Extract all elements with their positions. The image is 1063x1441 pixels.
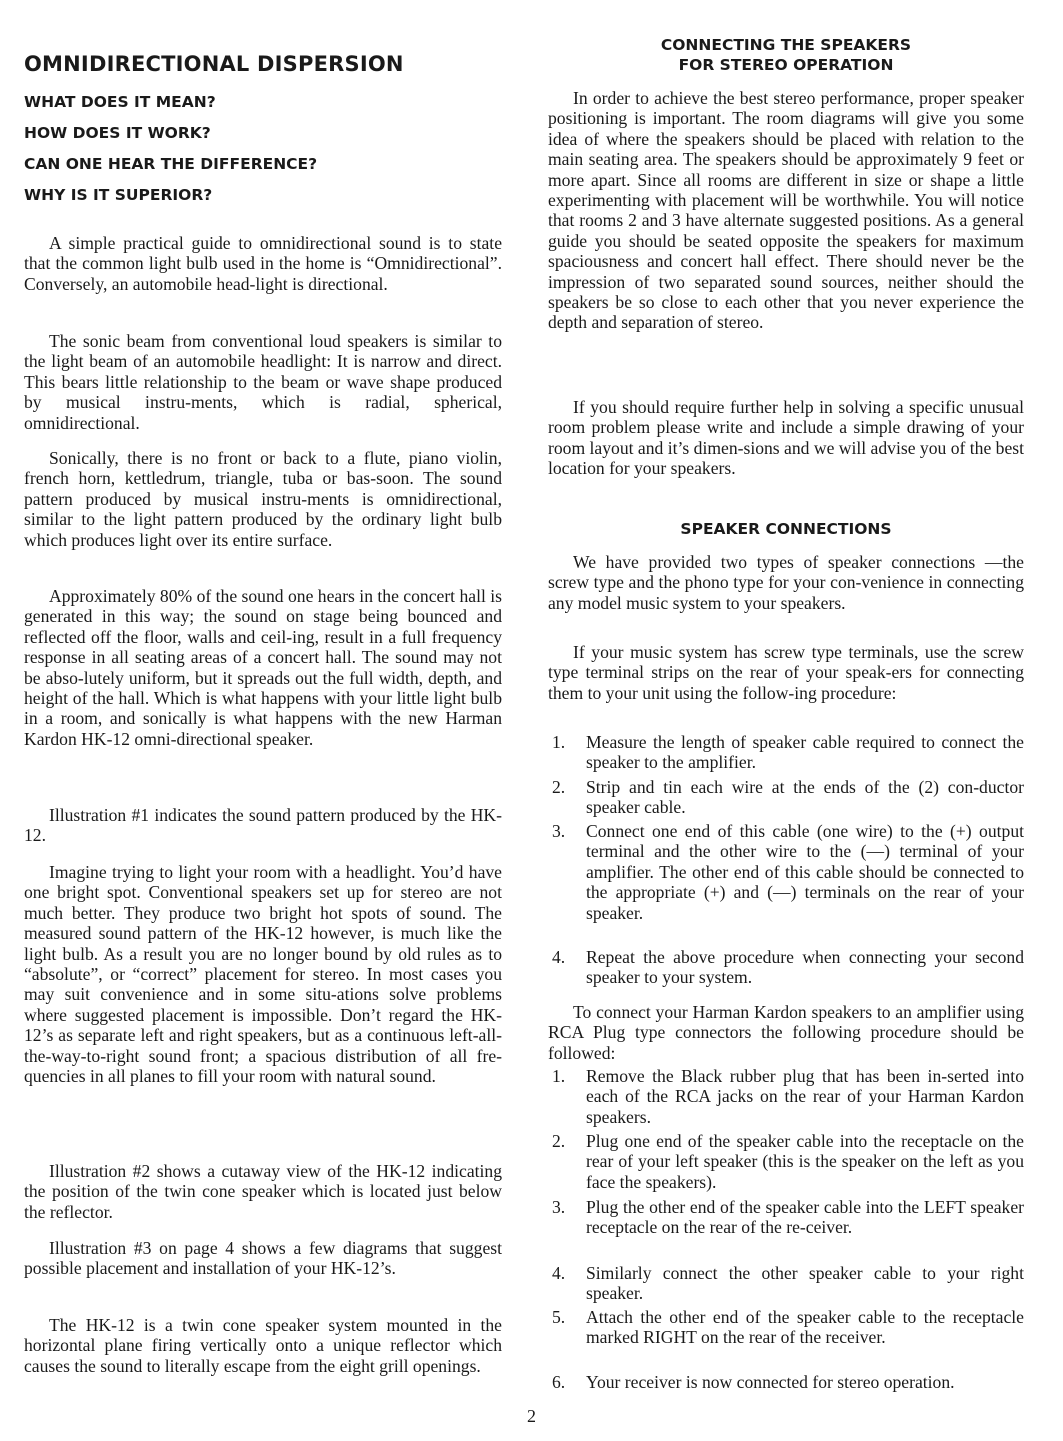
list-text: Plug one end of the speaker cable into the receptacle on the rear of your left speaker (this is the speaker on the left as you face the speakers). [586,1131,1024,1192]
list-number: 4. [552,947,566,967]
list-text: Connect one end of this cable (one wire) to the (+) output terminal and the other wire to the (—) terminal of your amplifier. The other end of this cable should be connected to the appropriate (+) and (—) terminals on the rear of your speaker. [586,821,1024,923]
list-text: Attach the other end of the speaker cable to the receptacle marked RIGHT on the rear of the receiver. [586,1307,1024,1348]
section-title-omnidirectional: OMNIDIRECTIONAL DISPERSION [24,52,404,76]
list-number: 4. [552,1263,566,1283]
list-text: Repeat the above procedure when connecting your second speaker to your system. [586,947,1024,988]
body-paragraph: If your music system has screw type terminals, use the screw type terminal strips on the rear of your speak-ers for connecting them to your unit using the follow-ing procedure: [548,642,1024,703]
question-heading: WHY IS IT SUPERIOR? [24,186,213,204]
list-item [552,1131,1024,1191]
body-paragraph: Imagine trying to light your room with a headlight. You’d have one bright spot. Conventional speakers set up for stereo are not much better. They produce two bright hot spots of sound. The measured sound pattern of the HK-12 however, is much like the light bulb. As a result you are no longer bound by old rules as to “absolute”, or “correct” placement for stereo. In most cases you may suit convenience and in some situ-ations solve problems where suggested placement is impossible. Don’t regard the HK-12’s as separate left and right speakers, but as a continuous left-all-the-way-to-right sound front; a spacious distribution of all fre-quencies in all planes to fill your room with natural sound. [24,862,502,1087]
list-number: 3. [552,821,566,841]
body-paragraph: If you should require further help in solving a specific unusual room problem please write and include a simple drawing of your room layout and it’s dimen-sions and we will advise you of the best location for your speakers. [548,397,1024,479]
list-number: 2. [552,1131,566,1151]
list-item [552,1372,1024,1394]
section-title-speaker-connections: SPEAKER CONNECTIONS [680,520,892,538]
list-text: Plug the other end of the speaker cable into the LEFT speaker receptacle on the rear of the re-ceiver. [586,1197,1024,1238]
body-paragraph: In order to achieve the best stereo performance, proper speaker positioning is important. The room diagrams will give you some idea of where the speakers should be placed with relation to the main seating area. The speakers should be approximately 9 feet or more apart. Since all rooms are different in size or shape a little experimenting with placement will be worthwhile. You will notice that rooms 2 and 3 have alternate suggested positions. As a general guide you should be seated opposite the speakers for maximum spaciousness and concert hall effect. There should never be the impression of two separated sound sources, neither should the speakers be so close to each other that you never experience the depth and separation of stereo. [548,88,1024,333]
list-item [552,821,1024,941]
question-heading: WHAT DOES IT MEAN? [24,93,216,111]
list-text: Remove the Black rubber plug that has been in-serted into each of the RCA jacks on the rear of your Harman Kardon speakers. [586,1066,1024,1127]
body-paragraph: The HK-12 is a twin cone speaker system mounted in the horizontal plane firing vertically onto a unique reflector which causes the sound to literally escape from the eight grill openings. [24,1315,502,1376]
list-text: Measure the length of speaker cable required to connect the speaker to the amplifier. [586,732,1024,773]
page-number: 2 [527,1406,536,1426]
body-paragraph: Approximately 80% of the sound one hears in the concert hall is generated in this way; the sound on stage being bounced and reflected off the floor, walls and ceil-ing, result in a full frequency response in all seating areas of a concert hall. The sound may not be abso-lutely uniform, but it spreads out the full width, depth, and height of the hall. Which is what happens with your little light bulb in a room, and sonically is what happens with the new Harman Kardon HK-12 omni-directional speaker. [24,586,502,749]
body-paragraph: Illustration #2 shows a cutaway view of the HK-12 indicating the position of the twin cone speaker which is located just below the reflector. [24,1161,502,1222]
body-paragraph: Illustration #1 indicates the sound pattern produced by the HK-12. [24,805,502,846]
list-number: 2. [552,777,566,797]
body-paragraph: Sonically, there is no front or back to a flute, piano violin, french horn, kettledrum, triangle, tuba or bas-soon. The sound pattern produced by musical instru-ments is omnidirectional, similar to the light pattern produced by the ordinary light bulb which produces light over its entire surface. [24,448,502,550]
body-paragraph: We have provided two types of speaker connections —the screw type and the phono type for your con-venience in connecting any model music system to your speakers. [548,552,1024,613]
list-text: Strip and tin each wire at the ends of the (2) con-ductor speaker cable. [586,777,1024,818]
list-text: Similarly connect the other speaker cable to your right speaker. [586,1263,1024,1304]
list-number: 6. [552,1372,566,1392]
section-title-line: FOR STEREO OPERATION [678,56,894,74]
body-paragraph: A simple practical guide to omnidirectional sound is to state that the common light bulb used in the home is “Omnidirectional”. Conversely, an automobile head-light is directional. [24,233,502,294]
list-number: 5. [552,1307,566,1327]
list-item [552,777,1024,817]
list-item [552,732,1024,772]
body-paragraph: The sonic beam from conventional loud speakers is similar to the light beam of an automobile headlight: It is narrow and direct. This bears little relationship to the beam or wave shape produced by musical instru-ments, which is radial, spherical, omnidirectional. [24,331,502,433]
list-item [552,1307,1024,1367]
list-text: Your receiver is now connected for stereo operation. [586,1372,955,1392]
list-item [552,1197,1024,1257]
list-number: 1. [552,732,566,752]
list-item [552,1263,1024,1303]
question-heading: HOW DOES IT WORK? [24,124,211,142]
body-paragraph: Illustration #3 on page 4 shows a few diagrams that suggest possible placement and installation of your HK-12’s. [24,1238,502,1279]
question-heading: CAN ONE HEAR THE DIFFERENCE? [24,155,318,173]
list-item [552,1066,1024,1126]
section-title-connecting [548,35,1024,75]
list-number: 1. [552,1066,566,1086]
list-item [552,947,1024,987]
body-paragraph: To connect your Harman Kardon speakers to an amplifier using RCA Plug type connectors the following procedure should be followed: [548,1002,1024,1063]
section-title-line: CONNECTING THE SPEAKERS [660,36,912,54]
list-number: 3. [552,1197,566,1217]
